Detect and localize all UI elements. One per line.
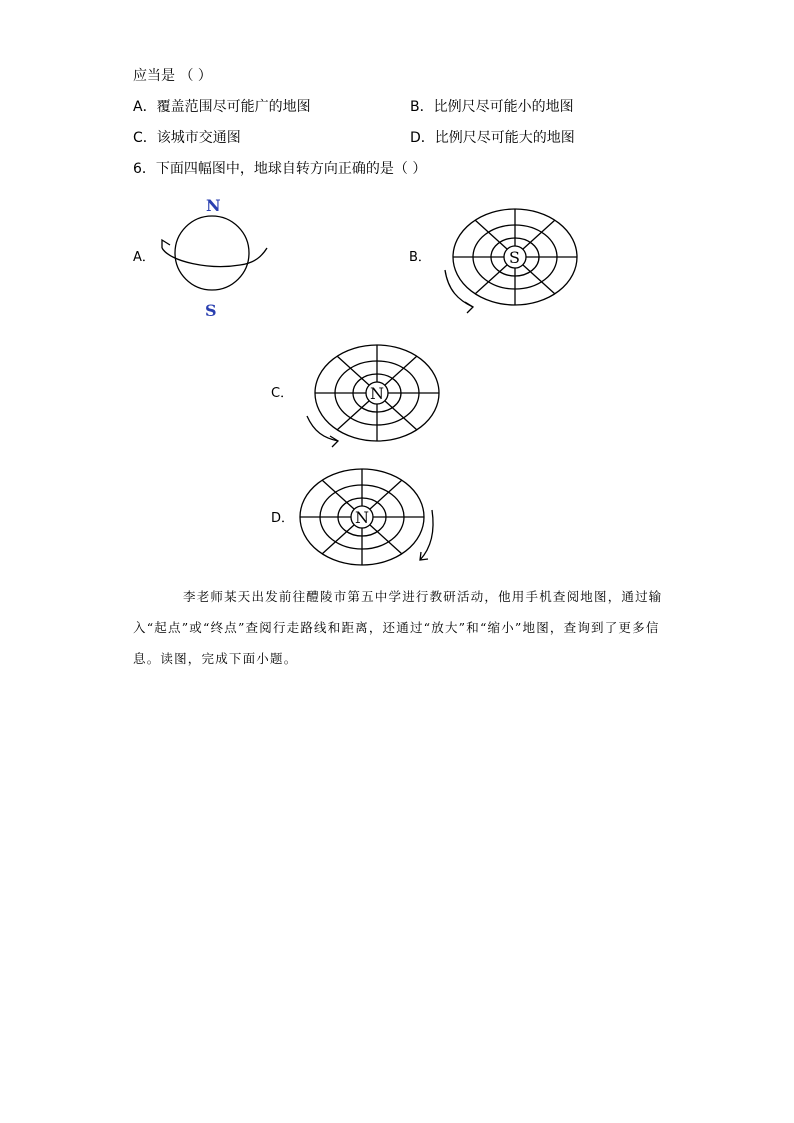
reading-passage: 李老师某天出发前往醴陵市第五中学进行教研活动，他用手机查阅地图，通过输入“起点”或“终点”查阅行走路线和距离，还通过“放大”和“缩小”地图，查询到了更多信息。读图，完成下面小题。: [133, 589, 663, 666]
q5-option-a[interactable]: A．覆盖范围尽可能广的地图: [133, 99, 311, 115]
figure-b-polar-view: [440, 195, 580, 325]
figure-c-label[interactable]: C．: [271, 386, 294, 401]
q5-option-c[interactable]: C．该城市交通图: [133, 130, 241, 146]
figure-b-label[interactable]: B．: [409, 250, 431, 265]
figure-d-center-label: N: [355, 508, 369, 527]
figure-a-globe: [150, 190, 280, 320]
question-6-stem: 6．下面四幅图中，地球自转方向正确的是（ ）: [133, 161, 427, 177]
q5-option-b[interactable]: B．比例尺尽可能小的地图: [410, 99, 574, 115]
question-5-stem-end: 应当是 （ ）: [133, 68, 212, 84]
figure-c-center-label: N: [370, 384, 384, 403]
q5-option-d[interactable]: D．比例尺尽可能大的地图: [410, 130, 575, 146]
figure-d-polar-view: [292, 462, 452, 592]
figure-a-south-label: S: [205, 301, 217, 320]
figure-a-label[interactable]: A．: [133, 250, 155, 265]
figure-b-center-label: S: [509, 248, 520, 267]
figure-c-polar-view: [300, 338, 450, 468]
figure-a-north-label: N: [206, 196, 221, 215]
figure-d-label[interactable]: D．: [271, 511, 295, 526]
